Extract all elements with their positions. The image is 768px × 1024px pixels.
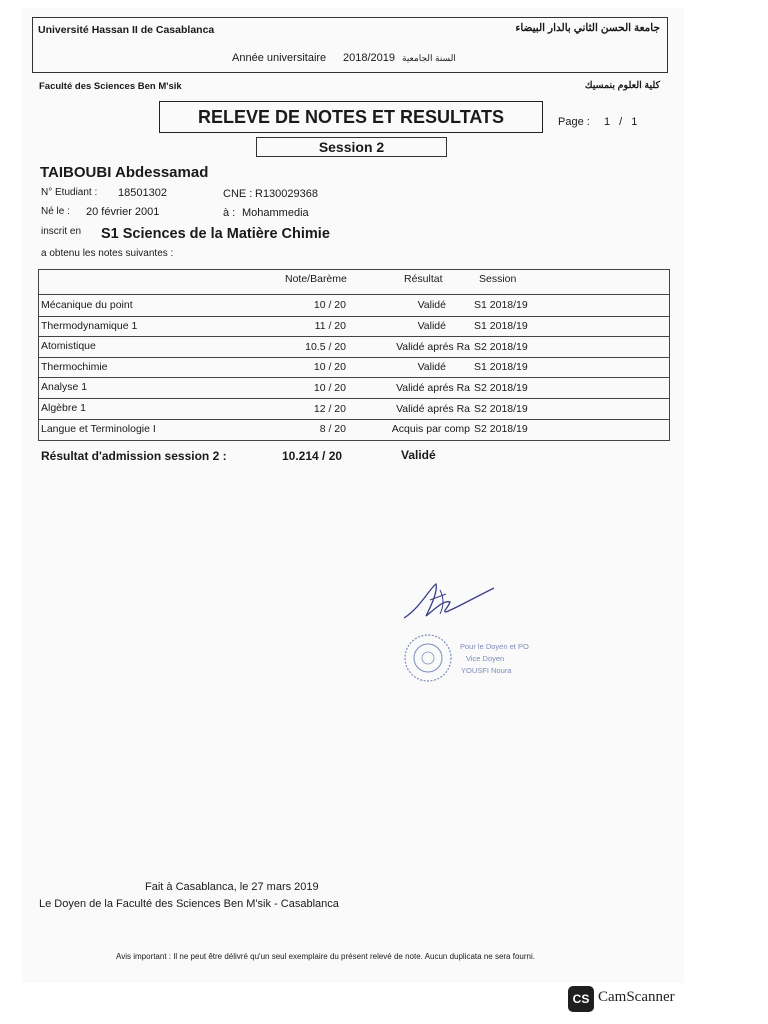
university-name-fr: Université Hassan II de Casablanca [38, 24, 215, 36]
student-name: TAIBOUBI Abdessamad [40, 164, 209, 181]
table-cell-note: 12 / 20 [313, 403, 346, 415]
academic-year-label: Année universitaire [232, 52, 327, 64]
faculty-name-fr: Faculté des Sciences Ben M'sik [39, 81, 182, 92]
birth-date-label: Né le : [41, 206, 70, 217]
enrolled-label: inscrit en [41, 226, 82, 237]
table-cell-note: 10.5 / 20 [305, 341, 346, 353]
column-header-session: Session [479, 273, 517, 285]
dean-signature-line: Le Doyen de la Faculté des Sciences Ben M'sik - Casablanca [39, 898, 339, 910]
signature-mark [400, 578, 510, 626]
camscanner-text: CamScanner [598, 989, 675, 1005]
table-cell-session: S2 2018/19 [474, 382, 528, 394]
table-divider [38, 316, 670, 317]
cne-label: CNE : [223, 188, 253, 200]
birth-date: 20 février 2001 [86, 206, 160, 218]
table-cell-module: Langue et Terminologie I [41, 423, 156, 435]
column-header-result: Résultat [404, 273, 443, 285]
table-divider [38, 336, 670, 337]
academic-year-label-ar: السنة الجامعية [402, 53, 456, 63]
table-cell-module: Analyse 1 [41, 381, 88, 393]
table-cell-session: S2 2018/19 [474, 423, 528, 435]
stamp-line-1: Pour le Doyen et PO [460, 642, 529, 651]
table-cell-module: Algèbre 1 [41, 402, 86, 414]
academic-year-value: 2018/2019 [343, 52, 395, 64]
stamp-line-3: YOUSFI Noura [461, 666, 512, 675]
university-name-ar: جامعة الحسن الثاني بالدار البيضاء [515, 22, 660, 34]
table-divider [38, 357, 670, 358]
table-cell-module: Atomistique [41, 340, 96, 352]
camscanner-logo-icon: CS [568, 986, 594, 1012]
page-number: 1 / 1 [604, 116, 638, 128]
table-cell-module: Thermochimie [41, 361, 108, 373]
table-divider [38, 377, 670, 378]
table-cell-note: 8 / 20 [319, 423, 346, 435]
page-label: Page : [558, 116, 590, 128]
table-cell-module: Thermodynamique 1 [41, 320, 138, 332]
admission-average: 10.214 / 20 [282, 449, 343, 463]
student-number: 18501302 [118, 187, 167, 199]
table-cell-result: Validé aprés Ra [396, 382, 470, 394]
admission-result-status: Validé [401, 448, 436, 462]
birth-place: Mohammedia [242, 207, 309, 219]
table-cell-note: 10 / 20 [313, 299, 346, 311]
student-number-label: N° Etudiant : [41, 187, 98, 198]
grades-intro: a obtenu les notes suivantes : [41, 248, 174, 259]
table-cell-result: Validé [417, 320, 446, 332]
table-cell-note: 10 / 20 [313, 361, 346, 373]
session-title: Session 2 [318, 139, 385, 155]
stamp-line-2: Vice Doyen [466, 654, 505, 663]
table-cell-result: Validé [417, 299, 446, 311]
table-cell-note: 11 / 20 [314, 320, 346, 332]
cne-value: R130029368 [255, 188, 319, 200]
document-title: RELEVE DE NOTES ET RESULTATS [197, 107, 505, 127]
round-stamp [402, 632, 454, 684]
table-cell-session: S1 2018/19 [474, 299, 528, 311]
table-cell-module: Mécanique du point [41, 299, 133, 311]
important-notice: Avis important : Il ne peut être délivré qu'un seul exemplaire du présent relevé de note. Aucun duplicata ne sera fourni. [116, 952, 535, 961]
table-cell-result: Validé [417, 361, 446, 373]
table-cell-note: 10 / 20 [313, 382, 346, 394]
table-cell-session: S2 2018/19 [474, 341, 528, 353]
table-divider [38, 294, 670, 295]
table-cell-session: S1 2018/19 [474, 361, 528, 373]
issue-place-date: Fait à Casablanca, le 27 mars 2019 [145, 881, 319, 893]
faculty-name-ar: كلية العلوم بنمسيك [584, 80, 660, 91]
table-cell-result: Acquis par comp [391, 423, 470, 435]
birth-place-label: à : [223, 207, 236, 219]
table-cell-session: S1 2018/19 [474, 320, 528, 332]
table-divider [38, 419, 670, 420]
table-divider [38, 398, 670, 399]
table-cell-result: Validé aprés Ra [396, 403, 470, 415]
admission-result-label: Résultat d'admission session 2 : [41, 449, 227, 463]
program-name: S1 Sciences de la Matière Chimie [101, 226, 330, 242]
table-cell-session: S2 2018/19 [474, 403, 528, 415]
table-cell-result: Validé aprés Ra [396, 341, 470, 353]
column-header-note: Note/Barème [285, 273, 347, 285]
